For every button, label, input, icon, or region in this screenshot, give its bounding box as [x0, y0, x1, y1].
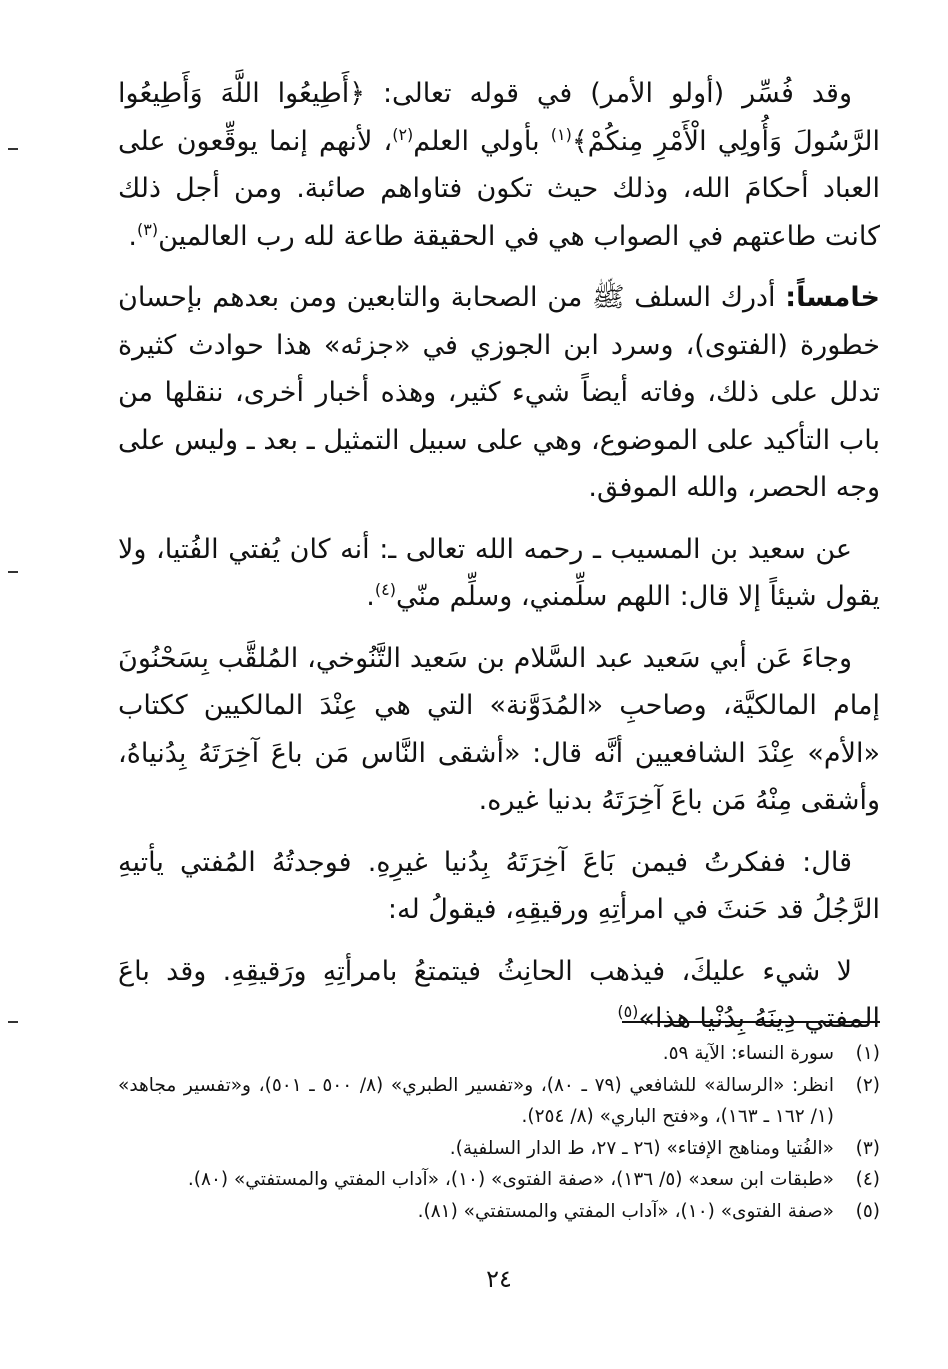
- document-page: [118, 70, 880, 1320]
- paragraph: [118, 274, 880, 512]
- paragraph-text: قال: ففكرتُ فيمن بَاعَ آخِرَتَهُ بِدُنيا غيرِهِ. فوجدتُهُ المُفتي يأتيهِ الرَّجُلُ قد حَنثَ في امرأتِهِ ورقيقِهِ، فيقولُ له:: [118, 846, 880, 925]
- footnote-ref[interactable]: (١): [550, 124, 572, 144]
- paragraph-text: لا شيء عليكَ، فيذهب الحانِثُ فيتمتعُ بامرأتِهِ ورَقيقِهِ. وقد باعَ المفتي دِينَهُ بِدُنْيا هذا»: [118, 955, 880, 1034]
- paragraph: [118, 948, 880, 1043]
- paragraph-text: أدرك السلف ﷺ من الصحابة والتابعين ومن بعدهم بإحسان خطورة (الفتوى)، وسرد ابن الجوزي في «جزئه» هذا حوادث كثيرة تدلل على ذلك، وفاته أيضاً شيء كثير، وهذه أخبار أخرى، ننقلها من باب التأكيد على الموضوع، وهي على سبيل التمثيل ـ بعد ـ وليس على وجه الحصر، والله الموفق.: [118, 282, 880, 503]
- paragraph-text: بأولي العلم: [413, 125, 551, 157]
- margin-mark: [8, 1021, 18, 1023]
- paragraph-text: وجاءَ عَن أبي سَعيد عبد السَّلام بن سَعيد التَّنُوخي، المُلقَّب بِسَحْنُونَ إمام المالكيَّة، وصاحبِ «المُدَوَّنة» التي هي عِنْدَ المالكيين ككتاب «الأم» عِنْدَ الشافعيين أنَّه قال: «أشقى النَّاس مَن باعَ آخِرَتَهُ بِدُنياهُ، وأشقى مِنْهُ مَن باعَ آخِرَتَهُ بدنيا غيره.: [118, 642, 880, 816]
- footnote: [118, 1133, 880, 1165]
- footnote-text: انظر: «الرسالة» للشافعي (٧٩ ـ ٨٠)، و«تفسير الطبري» (٨/ ٥٠٠ ـ ٥٠١)، و«تفسير مجاهد» (١/ ١٦٢ ـ ١٦٣)، و«فتح الباري» (٨/ ٢٥٤).: [118, 1074, 834, 1127]
- paragraph-text: ، لأنهم إنما يوقِّعون على العباد أحكامَ الله، وذلك حيث تكون فتاواهم صائبة. ومن أجل ذلك كانت طاعتهم في الصواب هي في الحقيقة طاعة لله رب العالمين: [118, 125, 880, 252]
- footnote: [118, 1164, 880, 1196]
- margin-mark: [8, 571, 18, 573]
- footnote: [118, 1070, 880, 1133]
- paragraph-text: .: [128, 220, 137, 252]
- page-number: ٢٤: [486, 1265, 512, 1293]
- footnote: [118, 1196, 880, 1228]
- footnote-ref[interactable]: (٣): [136, 219, 159, 239]
- footnote-ref[interactable]: (٥): [617, 1002, 639, 1021]
- footnote-ref[interactable]: (٤): [374, 580, 396, 599]
- footnote-number: (١): [855, 1043, 880, 1064]
- footnote-text: «طبقات ابن سعد» (٥/ ١٣٦)، «صفة الفتوى» (١٠)، «آداب المفتي والمستفتي» (٨٠).: [187, 1169, 834, 1190]
- footnote-number: (٤): [855, 1169, 880, 1190]
- paragraph-text: وقد فُسِّر (أولو الأمر) في قوله تعالى: ﴿أَطِيعُوا اللَّهَ وَأَطِيعُوا الرَّسُولَ وَأُولِي الْأَمْرِ مِنكُمْ﴾: [118, 78, 880, 157]
- paragraph: [118, 70, 880, 260]
- paragraph-text: .: [366, 581, 375, 612]
- footnotes: [118, 1038, 880, 1227]
- footnote-number: (٣): [855, 1137, 880, 1159]
- footnote-number: (٢): [855, 1074, 880, 1096]
- footnote-text: سورة النساء: الآية ٥٩.: [662, 1043, 834, 1064]
- footnote-divider: [622, 1021, 880, 1023]
- margin-mark: [8, 148, 18, 150]
- paragraph-lead: خامساً:: [785, 282, 880, 313]
- footnote-text: «الفُتيا ومناهج الإفتاء» (٢٦ ـ ٢٧، ط الدار السلفية).: [449, 1137, 834, 1159]
- paragraph: [118, 635, 880, 825]
- paragraph: [118, 839, 880, 934]
- footnote-ref[interactable]: (٢): [392, 124, 414, 144]
- paragraph-text: عن سعيد بن المسيب ـ رحمه الله تعالى ـ: أنه كان يُفتي الفُتيا، ولا يقول شيئاً إلا قال: اللهم سلِّمني، وسلِّم منّي: [118, 533, 880, 612]
- footnote-text: «صفة الفتوى» (١٠)، «آداب المفتي والمستفتي» (٨١).: [417, 1200, 834, 1222]
- footnote: [118, 1038, 880, 1070]
- footnote-number: (٥): [855, 1200, 880, 1222]
- paragraph: [118, 526, 880, 621]
